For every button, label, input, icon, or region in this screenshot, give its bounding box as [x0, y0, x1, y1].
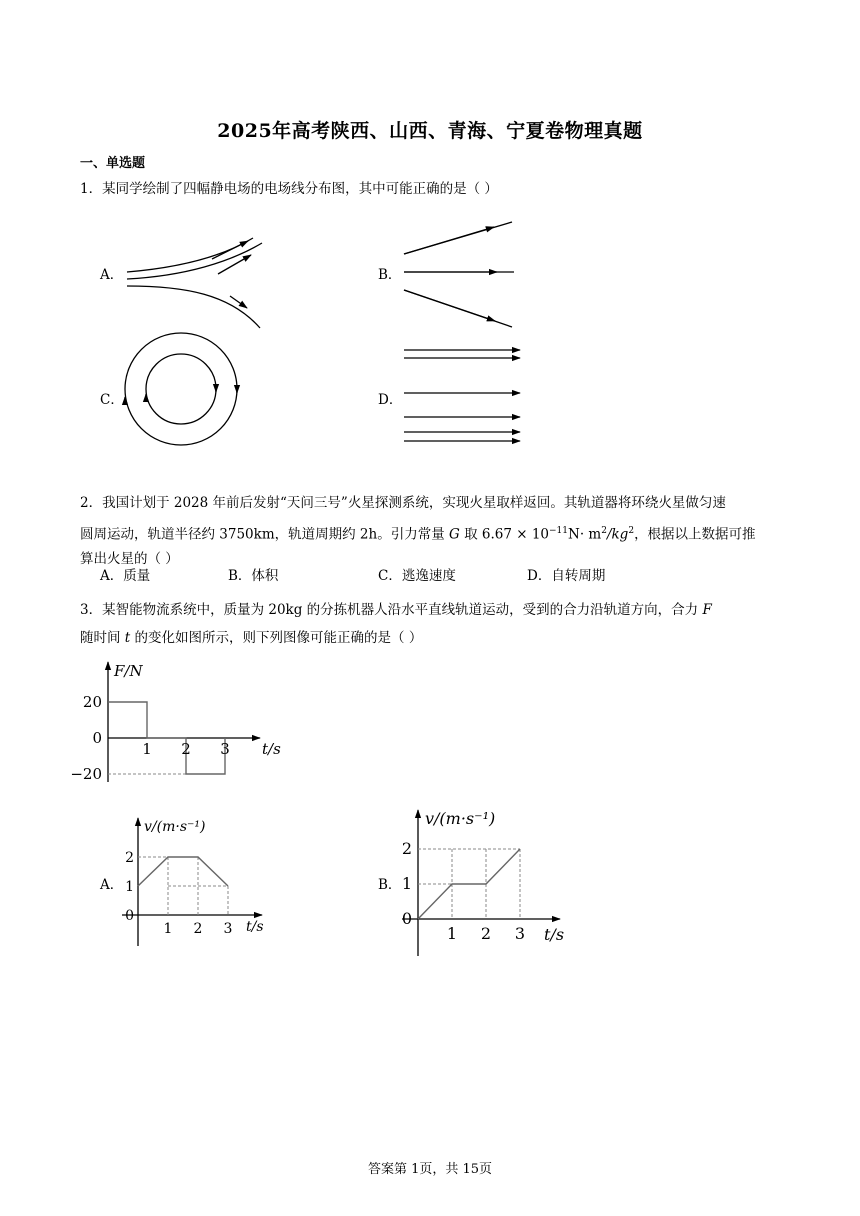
x-tick-label: 2: [480, 924, 492, 943]
question-2-line-2: 圆周运动，轨道半径约 3750km，轨道周期约 2h。引力常量 G 取 $6.67 \times 10^{-11}N\cdot m^2/kg^2$，根据以上数据可推: [80, 526, 756, 543]
q1-option-b-label: B．: [378, 267, 402, 283]
y-tick-label: 0: [401, 909, 412, 928]
y-tick-label: 2: [401, 839, 412, 858]
q2-option-d: D．自转周期: [527, 568, 606, 584]
x-tick-label: 1: [446, 924, 458, 943]
y-tick-label: 1: [401, 874, 412, 893]
q1-field-diagrams: [0, 0, 860, 460]
y-axis-label: v/(m·s⁻¹): [144, 819, 206, 835]
q2-option-b: B．体积: [228, 568, 279, 584]
y-axis-label: v/(m·s⁻¹): [425, 809, 496, 828]
diagram-d: [404, 350, 520, 441]
section-heading: 一、单选题: [80, 156, 146, 171]
diagram-a: [127, 238, 262, 328]
force-time-chart: [60, 650, 320, 800]
series-line-0: [138, 857, 228, 886]
q1-option-a-label: A．: [100, 267, 124, 283]
page-footer: 答案第 1页，共 15页: [367, 1162, 493, 1177]
x-tick-label: 3: [223, 921, 233, 937]
x-tick-label: 1: [163, 921, 173, 937]
question-3-line-2: 随时间 t 的变化如图所示，则下列图像可能正确的是（ ）: [80, 630, 423, 646]
y-axis-label: F/N: [114, 662, 143, 680]
q1-option-c-label: C．: [100, 392, 124, 408]
x-tick-label: 2: [193, 921, 203, 937]
x-tick-label: 2: [181, 740, 191, 758]
velocity-chart-b: [392, 800, 582, 965]
y-tick-label: 1: [125, 879, 134, 895]
x-axis-label: t/s: [262, 740, 281, 758]
x-tick-label: 1: [142, 740, 152, 758]
question-3-line-1: 3．某智能物流系统中，质量为 20kg 的分拣机器人沿水平直线轨道运动，受到的合力沿轨道方向，合力 F: [80, 602, 712, 618]
x-axis-label: t/s: [544, 925, 565, 944]
x-axis-label: t/s: [246, 919, 264, 935]
y-tick-label: 0: [92, 729, 102, 747]
y-tick-label: 0: [125, 908, 134, 924]
velocity-chart-a: [110, 810, 280, 955]
q1-option-d-label: D．: [378, 392, 403, 408]
question-2-line-3: 算出火星的（ ）: [80, 551, 179, 567]
diagram-b: [404, 222, 514, 327]
y-tick-label: 20: [82, 693, 102, 711]
y-tick-label: −20: [70, 765, 102, 783]
q3-option-a-label: A．: [100, 877, 124, 893]
q2-option-c: C．逃逸速度: [378, 568, 456, 584]
x-tick-label: 3: [514, 924, 526, 943]
question-2-line-1: 2．我国计划于 2028 年前后发射“天问三号”火星探测系统，实现火星取样返回。其轨道器将环绕火星做匀速: [80, 495, 726, 511]
question-1-text: 1．某同学绘制了四幅静电场的电场线分布图，其中可能正确的是（ ）: [80, 181, 498, 197]
q3-option-b-label: B．: [378, 877, 402, 893]
q2-option-a: A．质量: [100, 568, 151, 584]
x-tick-label: 3: [220, 740, 230, 758]
page-title: 2025年高考陕西、山西、青海、宁夏卷物理真题: [217, 120, 643, 142]
diagram-c: [125, 333, 237, 445]
y-tick-label: 2: [125, 850, 134, 866]
